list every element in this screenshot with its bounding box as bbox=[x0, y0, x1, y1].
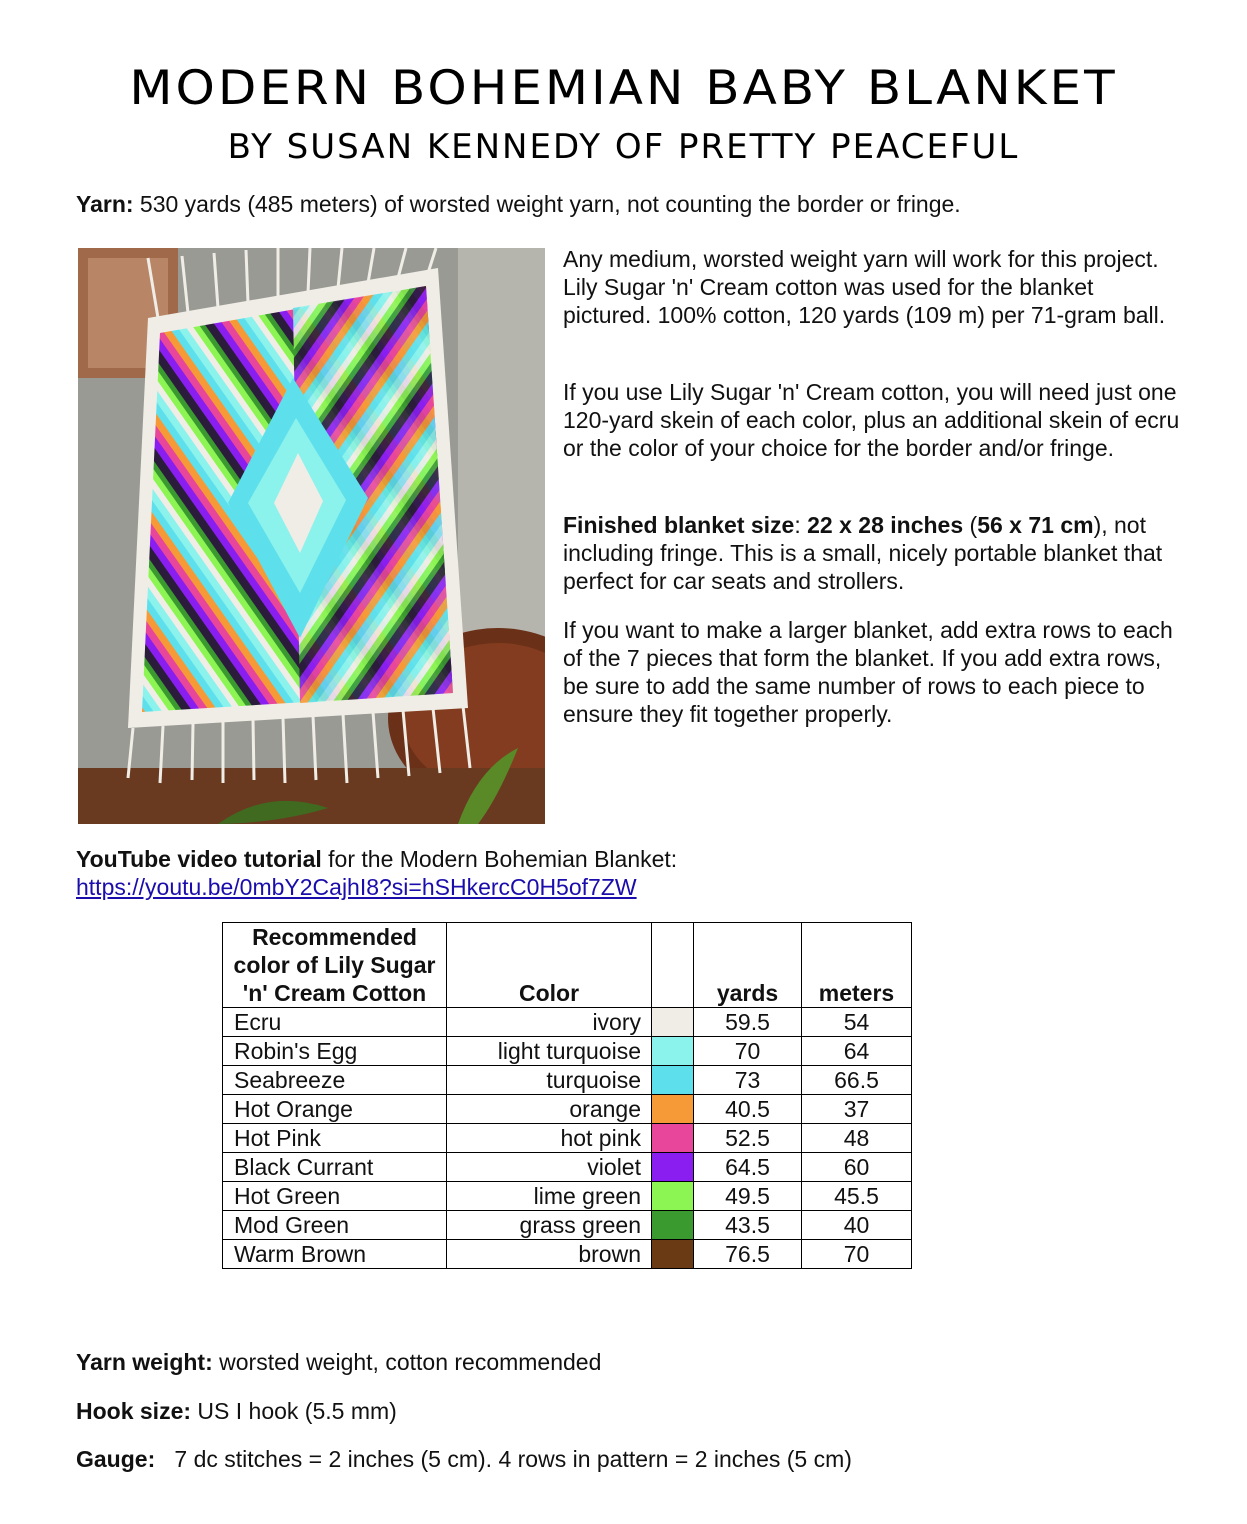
table-row bbox=[223, 1066, 912, 1095]
table-row bbox=[223, 1240, 912, 1269]
cell-color: lime green bbox=[447, 1182, 652, 1211]
finished-size-close: ), bbox=[1093, 512, 1108, 538]
finished-size-inches: 22 x 28 inches bbox=[807, 512, 964, 538]
cell-swatch bbox=[652, 1182, 694, 1211]
color-swatch bbox=[652, 1066, 693, 1094]
color-swatch bbox=[652, 1153, 693, 1181]
youtube-text: for the Modern Bohemian Blanket: bbox=[321, 846, 678, 872]
cell-swatch bbox=[652, 1066, 694, 1095]
cell-yarn-name: Seabreeze bbox=[223, 1066, 447, 1095]
cell-yarn-name: Black Currant bbox=[223, 1153, 447, 1182]
color-swatch bbox=[652, 1240, 693, 1268]
yarn-weight-text: worsted weight, cotton recommended bbox=[212, 1349, 602, 1375]
color-table bbox=[222, 922, 912, 1269]
header-meters: meters bbox=[802, 923, 912, 1008]
blanket-photo-image bbox=[78, 248, 545, 824]
cell-color: orange bbox=[447, 1095, 652, 1124]
table-row bbox=[223, 1095, 912, 1124]
cell-meters: 40 bbox=[802, 1211, 912, 1240]
color-swatch bbox=[652, 1124, 693, 1152]
yarn-weight-label: Yarn weight: bbox=[76, 1349, 213, 1375]
yarn-weight-line bbox=[76, 1348, 601, 1376]
cell-yards: 70 bbox=[694, 1037, 802, 1066]
sugar-n-cream-note: If you use Lily Sugar 'n' Cream cotton, you will need just one 120-yard skein of each color, plus an additional skein of ecru or the color of your choice for the border and/or fringe. bbox=[563, 379, 1180, 461]
cell-swatch bbox=[652, 1153, 694, 1182]
finished-size-cm: 56 x 71 cm bbox=[977, 512, 1094, 538]
youtube-link[interactable]: https://youtu.be/0mbY2CajhI8?si=hSHkercC0H5of7ZW bbox=[76, 874, 637, 900]
cell-meters: 64 bbox=[802, 1037, 912, 1066]
cell-meters: 66.5 bbox=[802, 1066, 912, 1095]
hook-size-label: Hook size: bbox=[76, 1398, 192, 1424]
gauge-label: Gauge: bbox=[76, 1446, 156, 1472]
youtube-label: YouTube video tutorial bbox=[76, 846, 322, 872]
table-header-row bbox=[223, 923, 912, 1008]
cell-meters: 60 bbox=[802, 1153, 912, 1182]
page-title: MODERN BOHEMIAN BABY BLANKET bbox=[129, 60, 1118, 116]
finished-size-colon: : bbox=[794, 512, 808, 538]
finished-size-rest: not including fringe. This is a small, nicely portable blanket that perfect for car seats and strollers. bbox=[563, 512, 1163, 594]
cell-color: turquoise bbox=[447, 1066, 652, 1095]
table-row bbox=[223, 1182, 912, 1211]
blanket-photo bbox=[78, 248, 545, 824]
color-swatch bbox=[652, 1182, 693, 1210]
gauge-line bbox=[76, 1445, 852, 1473]
table-row bbox=[223, 1008, 912, 1037]
hook-size-line bbox=[76, 1397, 397, 1425]
page-subtitle: BY SUSAN KENNEDY OF PRETTY PEACEFUL bbox=[227, 127, 1020, 167]
cell-swatch bbox=[652, 1008, 694, 1037]
header-swatch bbox=[652, 923, 694, 1008]
youtube-link-line bbox=[76, 873, 637, 901]
table-row bbox=[223, 1124, 912, 1153]
header-yards: yards bbox=[694, 923, 802, 1008]
cell-yards: 43.5 bbox=[694, 1211, 802, 1240]
cell-meters: 70 bbox=[802, 1240, 912, 1269]
cell-yards: 49.5 bbox=[694, 1182, 802, 1211]
cell-yarn-name: Robin's Egg bbox=[223, 1037, 447, 1066]
finished-size-label: Finished blanket size bbox=[563, 512, 795, 538]
cell-yarn-name: Warm Brown bbox=[223, 1240, 447, 1269]
header-color: Color bbox=[447, 923, 652, 1008]
cell-yards: 76.5 bbox=[694, 1240, 802, 1269]
header-recommended-color: Recommended color of Lily Sugar 'n' Cream Cotton bbox=[223, 923, 447, 1008]
color-swatch bbox=[652, 1037, 693, 1065]
cell-yarn-name: Hot Green bbox=[223, 1182, 447, 1211]
cell-color: brown bbox=[447, 1240, 652, 1269]
cell-yards: 52.5 bbox=[694, 1124, 802, 1153]
color-swatch bbox=[652, 1211, 693, 1239]
youtube-line bbox=[76, 845, 677, 873]
finished-size bbox=[563, 511, 1183, 595]
table-row bbox=[223, 1153, 912, 1182]
cell-yards: 59.5 bbox=[694, 1008, 802, 1037]
cell-yarn-name: Hot Pink bbox=[223, 1124, 447, 1153]
table-row bbox=[223, 1211, 912, 1240]
hook-size-text: US I hook (5.5 mm) bbox=[191, 1398, 397, 1424]
cell-color: light turquoise bbox=[447, 1037, 652, 1066]
yarn-text: 530 yards (485 meters) of worsted weight yarn, not counting the border or fringe. bbox=[133, 191, 961, 217]
cell-swatch bbox=[652, 1124, 694, 1153]
cell-yards: 64.5 bbox=[694, 1153, 802, 1182]
table-row bbox=[223, 1037, 912, 1066]
yarn-description: Any medium, worsted weight yarn will work for this project. Lily Sugar 'n' Cream cotton was used for the blanket pictured. 100% cotton, 120 yards (109 m) per 71-gram ball. bbox=[563, 246, 1166, 328]
cell-yards: 40.5 bbox=[694, 1095, 802, 1124]
cell-meters: 48 bbox=[802, 1124, 912, 1153]
cell-yarn-name: Mod Green bbox=[223, 1211, 447, 1240]
cell-swatch bbox=[652, 1240, 694, 1269]
gauge-text: 7 dc stitches = 2 inches (5 cm). 4 rows in pattern = 2 inches (5 cm) bbox=[155, 1446, 852, 1472]
cell-meters: 37 bbox=[802, 1095, 912, 1124]
cell-swatch bbox=[652, 1095, 694, 1124]
cell-meters: 54 bbox=[802, 1008, 912, 1037]
larger-blanket-note: If you want to make a larger blanket, add extra rows to each of the 7 pieces that form the blanket. If you add extra rows, be sure to add the same number of rows to each piece to ensure they fit together properly. bbox=[563, 617, 1173, 727]
cell-meters: 45.5 bbox=[802, 1182, 912, 1211]
cell-color: hot pink bbox=[447, 1124, 652, 1153]
color-swatch bbox=[652, 1008, 693, 1036]
yarn-label: Yarn: bbox=[76, 191, 134, 217]
cell-color: ivory bbox=[447, 1008, 652, 1037]
cell-yarn-name: Hot Orange bbox=[223, 1095, 447, 1124]
cell-swatch bbox=[652, 1211, 694, 1240]
color-swatch bbox=[652, 1095, 693, 1123]
yarn-line bbox=[76, 190, 961, 218]
cell-color: violet bbox=[447, 1153, 652, 1182]
cell-color: grass green bbox=[447, 1211, 652, 1240]
cell-yarn-name: Ecru bbox=[223, 1008, 447, 1037]
cell-swatch bbox=[652, 1037, 694, 1066]
cell-yards: 73 bbox=[694, 1066, 802, 1095]
finished-size-open: ( bbox=[963, 512, 978, 538]
